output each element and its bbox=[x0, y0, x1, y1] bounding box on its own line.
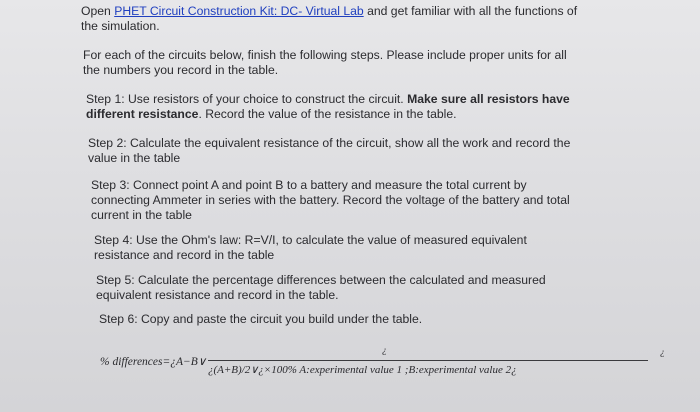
fraction-bar bbox=[208, 360, 648, 361]
step-5: Step 5: Calculate the percentage differences between the calculated and measured equivalent resistance and record in the table. bbox=[96, 273, 546, 302]
equation-superscript: ¿ bbox=[660, 348, 665, 358]
step-1 bbox=[86, 92, 576, 122]
step-1-text-b: . Record the value of the resistance in the table. bbox=[198, 107, 457, 121]
step-1-bold-text: Make sure all resistors have different resistance bbox=[86, 92, 570, 121]
phet-lab-link[interactable]: PHET Circuit Construction Kit: DC- Virtual Lab bbox=[114, 4, 364, 18]
equation-lhs: % differences=¿A−B∨ bbox=[100, 356, 207, 368]
step-2: Step 2: Calculate the equivalent resistance of the circuit, show all the work and record the value in the table bbox=[88, 136, 571, 165]
percent-difference-equation bbox=[100, 346, 665, 390]
step-3: Step 3: Connect point A and point B to a battery and measure the total current by connecting Ammeter in series with the battery. Record the voltage of the battery and total current in the table bbox=[91, 178, 570, 222]
step-6: Step 6: Copy and paste the circuit you build under the table. bbox=[99, 312, 423, 326]
step-1-text-a: Step 1: Use resistors of your choice to construct the circuit. bbox=[86, 92, 408, 106]
equation-numerator: ¿ bbox=[382, 346, 387, 356]
intro-paragraph bbox=[81, 4, 581, 34]
step-4: Step 4: Use the Ohm's law: R=V/I, to calculate the value of measured equivalent resistance and record in the table bbox=[94, 233, 527, 262]
equation-denominator: ¿(A+B)/2∨¿×100% A:experimental value 1 ;B:experimental value 2¿ bbox=[208, 364, 517, 376]
intro-text-before-link: Open bbox=[81, 4, 115, 18]
intro-text-after-link: and get familiar with all the functions of the simulation. bbox=[81, 4, 578, 33]
instructions-paragraph: For each of the circuits below, finish the following steps. Please include proper units for all the numbers you record in the table. bbox=[83, 48, 567, 77]
